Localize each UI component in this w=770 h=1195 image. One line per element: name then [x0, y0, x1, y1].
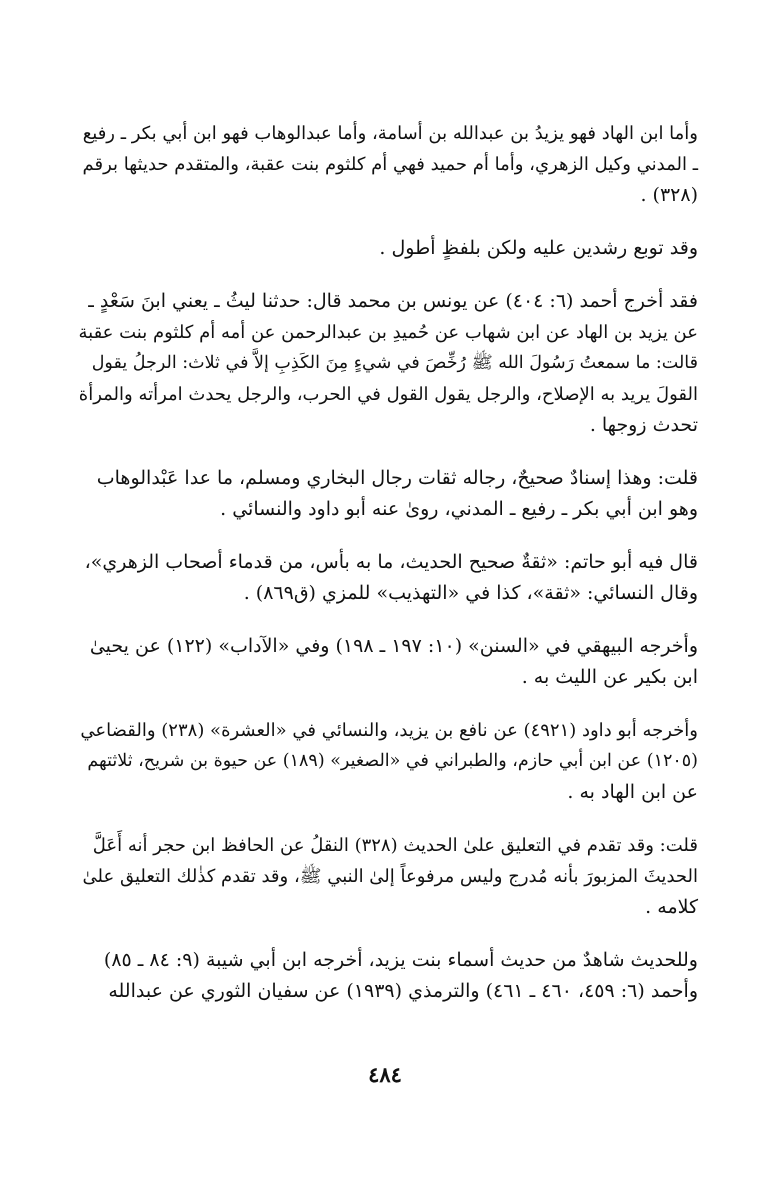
- text-line: (١٢٠٥) عن ابن أبي حازم، والطبراني في «الصغير» (١٨٩) عن حيوة بن شريح، ثلاثتهم: [87, 751, 698, 771]
- text-line: وهو ابن أبي بكر ـ رفيع ـ المدني، روىٰ عنه أبو داود والنسائي .: [220, 498, 698, 520]
- body-text: [78, 118, 698, 1029]
- paragraph-ahmad-hadith: [78, 286, 698, 441]
- text-line: وقال النسائي: «ثقة»، كذا في «التهذيب» للمزي (ق٨٦٩) .: [243, 582, 698, 604]
- text-line: تحدث زوجها .: [589, 414, 698, 436]
- text-line: كلامه .: [645, 896, 698, 918]
- text-line: ابن بكير عن الليث به .: [521, 666, 698, 688]
- text-line: وأحمد (٦: ٤٥٩، ٤٦٠ ـ ٤٦١) والترمذي (١٩٣٩) عن سفيان الثوري عن عبدالله: [108, 980, 698, 1002]
- text-line: قلت: وهذا إسنادٌ صحيحٌ، رجاله ثقات رجال البخاري ومسلم، ما عدا عَبْدالوهاب: [96, 467, 698, 489]
- paragraph-narrators: [78, 118, 698, 211]
- text-line: (٣٢٨) .: [640, 184, 698, 206]
- text-line: عن يزيد بن الهاد عن ابن شهاب عن حُميدِ بن عبدالرحمن عن أمه أم كلثوم بنت عقبة: [78, 322, 698, 343]
- text-line: الحديثَ المزبورَ بأنه مُدرج وليس مرفوعاً إلىٰ النبي ﷺ، وقد تقدم كذٰلك التعليق علىٰ: [82, 866, 698, 887]
- text-line: القولَ يريد به الإصلاح، والرجل يقول القول في الحرب، والرجل يحدث امرأته والمرأة: [78, 384, 698, 405]
- text-line: وأخرجه البيهقي في «السنن» (١٠: ١٩٧ ـ ١٩٨) وفي «الآداب» (١٢٢) عن يحيىٰ: [89, 635, 698, 657]
- paragraph-isnad-assessment: [78, 463, 698, 525]
- paragraph-abu-dawud: [78, 715, 698, 808]
- page-number: ٤٨٤: [368, 1062, 402, 1087]
- paragraph-abu-hatim: [78, 547, 698, 609]
- text-line: قلت: وقد تقدم في التعليق علىٰ الحديث (٣٢٨) النقلُ عن الحافظ ابن حجر أنه أَعَلَّ: [92, 835, 698, 856]
- text-line: ـ المدني وكيل الزهري، وأما أم حميد فهي أم كلثوم بنت عقبة، والمتقدم حديثها برقم: [82, 154, 698, 175]
- paragraph-witness-hadith: [78, 945, 698, 1007]
- text-line: وأخرجه أبو داود (٤٩٢١) عن نافع بن يزيد، والنسائي في «العشرة» (٢٣٨) والقضاعي: [80, 720, 698, 741]
- paragraph-ibn-hajar-note: [78, 830, 698, 923]
- paragraph-corroboration: [78, 233, 698, 264]
- paragraph-bayhaqi: [78, 631, 698, 693]
- text-line: قال فيه أبو حاتم: «ثقةٌ صحيح الحديث، ما به بأس، من قدماء أصحاب الزهري»،: [84, 551, 698, 573]
- text-line: وللحديث شاهدٌ من حديث أسماء بنت يزيد، أخرجه ابن أبي شيبة (٩: ٨٤ ـ ٨٥): [103, 949, 698, 971]
- text-line: قالت: ما سمعتُ رَسُولَ الله ﷺ رُخِّصَ في شيءٍ مِنَ الكَذِبِ إلاَّ في ثلاث: الرجلُ يقول: [91, 353, 698, 373]
- text-line: فقد أخرج أحمد (٦: ٤٠٤) عن يونس بن محمد قال: حدثنا ليثُ ـ يعني ابنَ سَعْدٍ ـ: [88, 290, 698, 312]
- text-line: وأما ابن الهاد فهو يزيدُ بن عبدالله بن أسامة، وأما عبدالوهاب فهو ابن أبي بكر ـ رفيع: [82, 123, 698, 144]
- text-line: وقد توبع رشدين عليه ولكن بلفظٍ أطول .: [379, 237, 698, 259]
- text-line: عن ابن الهاد به .: [567, 781, 698, 803]
